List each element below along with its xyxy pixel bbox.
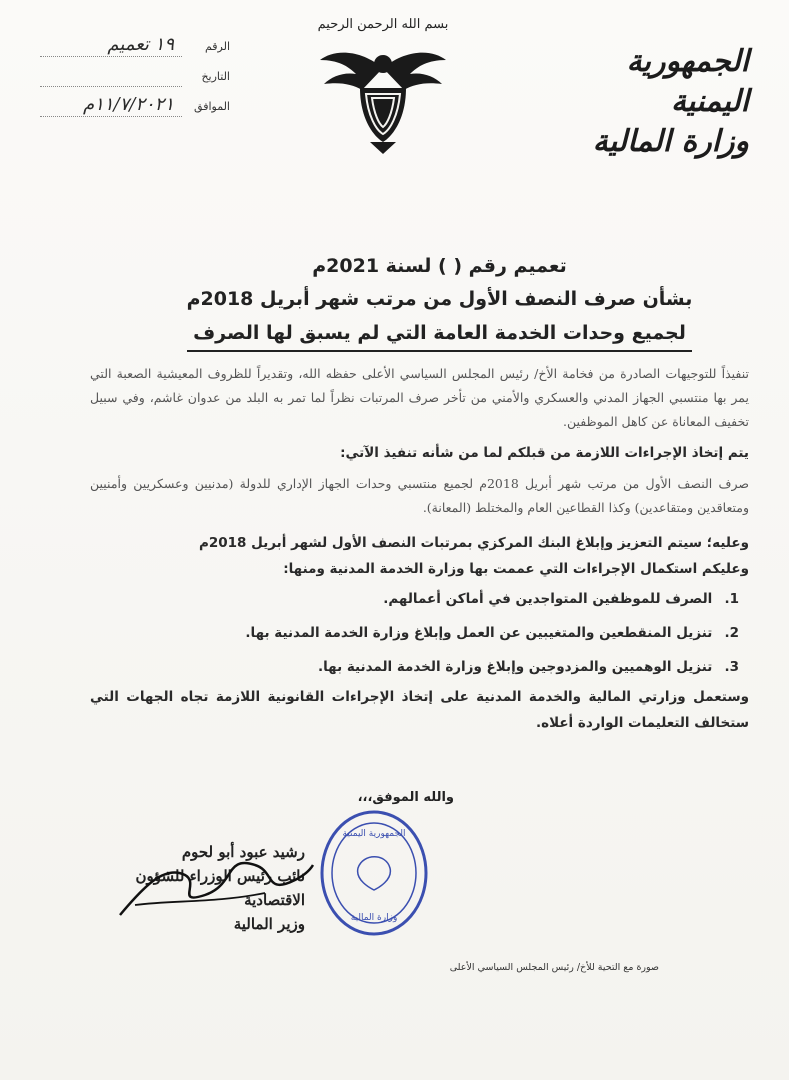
- circular-subject-title: بشأن صرف النصف الأول من مرتب شهر أبريل 2018م: [186, 288, 693, 310]
- closing-phrase: والله الموفق،،،: [357, 790, 454, 805]
- list-item: 3. تنزيل الوهميين والمزدوجين وإبلاغ وزارة الخدمة المدنية بها.: [317, 659, 739, 675]
- republic-name: الجمهورية اليمنية: [626, 44, 749, 119]
- list-item: 2. تنزيل المنقطعين والمتغيبين عن العمل وإبلاغ وزارة الخدمة المدنية بها.: [245, 625, 739, 641]
- circular-titles: [150, 250, 729, 352]
- corresponding-date-value: ١١/٧/٢٠٢١م: [40, 92, 182, 117]
- intro-paragraph: تنفيذاً للتوجيهات الصادرة من فخامة الأخ/ رئيس المجلس السياسي الأعلى حفظه الله، وتقديراً للظروف المعيشية الصعبة التي يمر بها منتسبي الجهاز المدني والعسكري والأمني من تأخر صرف المرتبات نظراً لما تمر به البلد من عدوان غاشم، وفي سبيل تخفيف المعاناة عن كاهل الموظفين.: [90, 366, 749, 429]
- emblem-block: [308, 14, 458, 164]
- procedures-paragraph: وعليكم استكمال الإجراءات التي عممت بها وزارة الخدمة المدنية ومنها:: [283, 561, 749, 577]
- corresponding-date-label: الموافق: [194, 100, 230, 113]
- eagle-emblem-icon: [318, 38, 448, 158]
- signatory-title-2: وزير المالية: [233, 915, 305, 933]
- request-paragraph: يتم إتخاذ الإجراءات اللازمة من قبلكم لما من شأنه تنفيذ الآتي:: [340, 445, 749, 461]
- circular-body: [90, 362, 749, 736]
- reference-block: [40, 30, 240, 120]
- ministry-header: [549, 42, 749, 162]
- list-item: 1. الصرف للموظفين المتواجدين في أماكن أعمالهم.: [383, 591, 739, 607]
- reference-number-value: ١٩ تعميم: [40, 32, 182, 57]
- date-label: التاريخ: [201, 70, 230, 83]
- stamp-top-text: الجمهورية اليمنية: [342, 829, 406, 839]
- reference-number-row: [40, 30, 240, 60]
- signatory-name: رشيد عبود أبو لحوم: [181, 843, 305, 861]
- circular-scope-title: لجميع وحدات الخدمة العامة التي لم يسبق لها الصرف: [187, 316, 692, 352]
- date-row: [40, 60, 240, 90]
- funding-paragraph: وعليه؛ سيتم التعزيز وإبلاغ البنك المركزي بمرتبات النصف الأول لشهر أبريل 2018م: [198, 535, 749, 551]
- reference-number-label: الرقم: [204, 40, 230, 53]
- signatory-title-1: نائب رئيس الوزراء للشؤون الاقتصادية: [135, 867, 305, 909]
- stamp-bottom-text: وزارة المالية: [350, 913, 398, 923]
- carbon-copy-note: صورة مع التحية للأخ/ رئيس المجلس السياسي الأعلى: [449, 962, 659, 973]
- legal-paragraph: وستعمل وزارتي المالية والخدمة المدنية على إتخاذ الإجراءات القانونية اللازمة تجاه الجهات التي ستخالف التعليمات الواردة أعلاه.: [90, 689, 749, 731]
- directive-paragraph: صرف النصف الأول من مرتب شهر أبريل 2018م لجميع منتسبي وحدات الجهاز الإداري للدولة (مدنيين وعسكريين وأمنيين ومتعاقدين ومتقاعدين) وكذا القطاعين العام والمختلط (المعانة).: [90, 476, 749, 515]
- date-value: [40, 62, 182, 87]
- corresponding-date-row: [40, 90, 240, 120]
- basmala: بسم الله الرحمن الرحيم: [317, 17, 449, 32]
- official-stamp: [318, 808, 430, 938]
- circular-number-title: تعميم رقم ( ) لسنة 2021م: [312, 255, 567, 277]
- handwritten-signature: [115, 845, 315, 925]
- ministry-name: وزارة المالية: [592, 124, 749, 159]
